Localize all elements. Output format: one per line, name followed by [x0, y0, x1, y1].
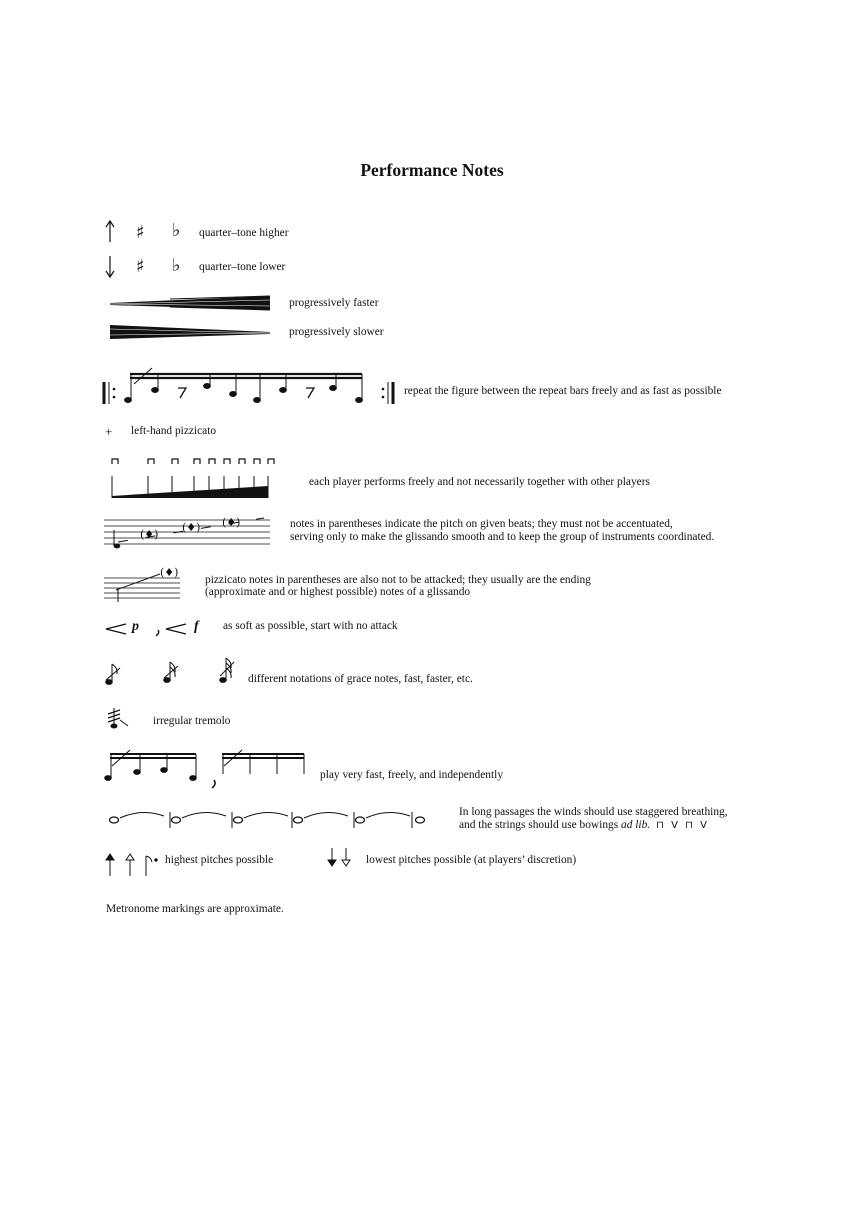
- repeat-figure: [100, 364, 400, 408]
- fast-figure: [104, 748, 314, 792]
- irregular-tremolo-text: irregular tremolo: [153, 715, 231, 727]
- svg-text:(♦): (♦): [160, 566, 179, 579]
- quarter-tone-lower-text: quarter–tone lower: [199, 261, 286, 273]
- left-hand-pizzicato-text: left-hand pizzicato: [131, 425, 217, 437]
- pizzicato-text-line1: pizzicato notes in parentheses are also not to be attacked; they usually are the ending: [205, 574, 591, 586]
- freely-text: each player performs freely and not necessarily together with other players: [309, 476, 650, 488]
- plus-icon: +: [105, 424, 113, 439]
- page-title: Performance Notes: [360, 160, 504, 180]
- sharp-icon: ♯: [136, 256, 145, 277]
- parentheses-text-line1: notes in parentheses indicate the pitch on given beats; they must not be accentuated,: [290, 518, 673, 530]
- breathing-text-line2: [459, 818, 709, 833]
- quarter-tone-down-symbols: [100, 253, 130, 283]
- svg-text:(♦): (♦): [140, 528, 159, 541]
- lowest-pitches-text: lowest pitches possible (at players’ discretion): [366, 854, 577, 866]
- metronome-text: Metronome markings are approximate.: [106, 903, 284, 915]
- grace-notes-figure: [104, 654, 244, 690]
- grace-notes-text: different notations of grace notes, fast, faster, etc.: [248, 673, 473, 685]
- svg-text:(♦): (♦): [222, 516, 241, 529]
- feathered-beam-slower: [110, 323, 275, 345]
- tied-whole-notes-figure: [106, 806, 436, 832]
- lowest-pitch-notes: [324, 846, 354, 870]
- progressively-slower-text: progressively slower: [289, 326, 384, 338]
- highest-pitch-notes: [106, 850, 166, 878]
- highest-pitches-text: highest pitches possible: [165, 854, 274, 866]
- progressively-faster-text: progressively faster: [289, 297, 379, 309]
- tremolo-figure: [106, 704, 136, 732]
- flat-icon: ♭: [172, 255, 181, 276]
- bowing-marks: ⊓ V ⊓ V: [656, 820, 709, 831]
- ad-lib-text: ad lib.: [621, 819, 651, 831]
- feathered-beam-faster: [110, 294, 275, 316]
- dynamic-piano: p: [132, 619, 139, 634]
- parentheses-text-line2: serving only to make the glissando smooth and to keep the group of instruments coordinated.: [290, 531, 715, 543]
- free-bowing-figure: [108, 456, 278, 504]
- dynamic-forte: f: [194, 619, 199, 634]
- parenthesized-glissando-figure: [104, 514, 274, 548]
- quarter-tone-higher-text: quarter–tone higher: [199, 227, 289, 239]
- play-fast-text: play very fast, freely, and independently: [320, 769, 504, 781]
- half-flat-icon: ♭: [172, 220, 181, 241]
- pizzicato-text-line2: (approximate and or highest possible) notes of a glissando: [205, 586, 471, 598]
- breathing-text-line2-a: and the strings should use bowings: [459, 819, 621, 831]
- svg-text:(♦): (♦): [182, 521, 201, 534]
- repeat-text: repeat the figure between the repeat bars freely and as fast as possible: [404, 385, 722, 397]
- pizzicato-glissando-figure: [104, 564, 184, 602]
- soft-text: as soft as possible, start with no attack: [223, 620, 398, 632]
- half-sharp-icon: ♯: [136, 222, 145, 243]
- breathing-text-line1: In long passages the winds should use staggered breathing,: [459, 806, 728, 818]
